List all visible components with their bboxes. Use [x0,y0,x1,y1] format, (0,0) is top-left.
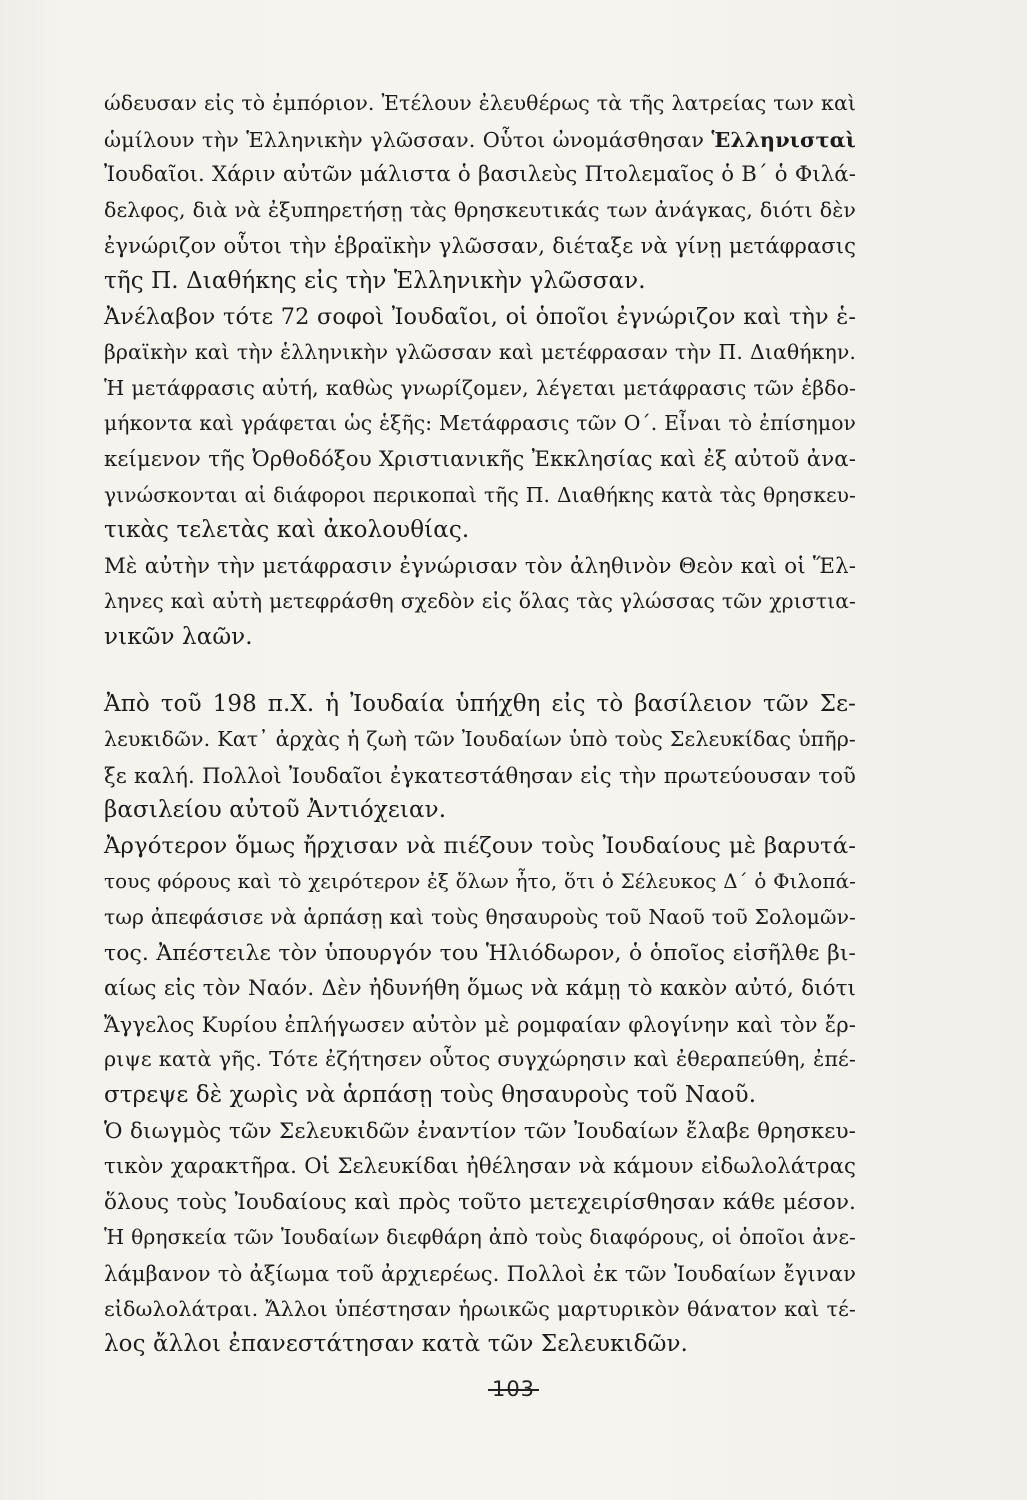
text-line: τῆς Π. Διαθήκης εἰς τὴν Ἑλληνικὴν γλῶσσαν. [104,267,646,294]
text-line: ὅλους τοὺς Ἰουδαίους καὶ πρὸς τοῦτο μετεχειρίσθησαν κάθε μέσον. [104,1189,856,1215]
text-line: μήκοντα καὶ γράφεται ὡς ἑξῆς: Μετάφρασις τῶν Ο΄. Εἶναι τὸ ἐπίσημον [104,411,856,436]
text-line [104,122,856,158]
text-line: ἐγνώριζον οὗτοι τὴν ἑβραϊκὴν γλῶσσαν, διέταξε νὰ γίνῃ μετάφρασις [104,233,856,259]
text-line: βραϊκὴν καὶ τὴν ἑλληνικὴν γλῶσσαν καὶ μετέφρασαν τὴν Π. Διαθήκην. [104,340,856,365]
text-line: ριψε κατὰ γῆς. Τότε ἐζήτησεν οὗτος συγχώρησιν καὶ ἐθεραπεύθη, ἐπέ- [104,1047,856,1072]
text-line: Ἀπὸ τοῦ 198 π.Χ. ἡ Ἰουδαία ὑπήχθη εἰς τὸ βασίλειον τῶν Σε- [104,690,856,717]
text-line: Ἰουδαῖοι. Χάριν αὐτῶν μάλιστα ὁ βασιλεὺς Πτολεμαῖος ὁ Β΄ ὁ Φιλά- [104,162,856,188]
paragraph-gap [104,656,856,687]
page-number [0,1377,1027,1401]
text-line: κείμενον τῆς Ὀρθοδόξου Χριστιανικῆς Ἐκκλησίας καὶ ἐξ αὐτοῦ ἀνα- [104,446,856,472]
text-line: λος ἄλλοι ἐπανεστάτησαν κατὰ τῶν Σελευκιδῶν. [104,1331,688,1358]
text-line: νικῶν λαῶν. [104,623,253,650]
text-line: ληνες καὶ αὐτὴ μετεφράσθη σχεδὸν εἰς ὅλας τὰς γλώσσας τῶν χριστια- [104,589,856,614]
text-line: τωρ ἀπεφάσισε νὰ ἁρπάσῃ καὶ τοὺς θησαυροὺς τοῦ Ναοῦ τοῦ Σολομῶν- [104,905,856,930]
text-line: Ἄγγελος Κυρίου ἐπλήγωσεν αὐτὸν μὲ ρομφαίαν φλογίνην καὶ τὸν ἔρ- [104,1011,856,1037]
text-line: Μὲ αὐτὴν τὴν μετάφρασιν ἐγνώρισαν τὸν ἀληθινὸν Θεὸν καὶ οἱ Ἕλ- [104,553,856,579]
text-line: Ἀργότερον ὅμως ἤρχισαν νὰ πιέζουν τοὺς Ἰουδαίους μὲ βαρυτά- [104,832,856,859]
text-line: εἰδωλολάτραι. Ἄλλοι ὑπέστησαν ἡρωικῶς μαρτυρικὸν θάνατον καὶ τέ- [104,1296,856,1321]
text-line: Ἀνέλαβον τότε 72 σοφοὶ Ἰουδαῖοι, οἱ ὁποῖοι ἐγνώριζον καὶ τὴν ἑ- [104,303,856,330]
text-segment: ὡμίλουν τὴν Ἑλληνικὴν γλῶσσαν. Οὗτοι ὠνομάσθησαν [104,127,705,152]
text-line: Ἡ μετάφρασις αὐτή, καθὼς γνωρίζομεν, λέγεται μετάφρασις τῶν ἑβδο- [104,375,856,400]
text-line: στρεψε δὲ χωρὶς νὰ ἁρπάσῃ τοὺς θησαυροὺς τοῦ Ναοῦ. [104,1082,757,1109]
text-line: τους φόρους καὶ τὸ χειρότερον ἐξ ὅλων ἦτο, ὅτι ὁ Σέλευκος Δ΄ ὁ Φιλοπά- [104,869,856,894]
text-line: Ἡ θρησκεία τῶν Ἰουδαίων διεφθάρη ἀπὸ τοὺς διαφόρους, οἱ ὁποῖοι ἀνε- [104,1225,856,1250]
text-line: τικὸν χαρακτῆρα. Οἱ Σελευκίδαι ἠθέλησαν νὰ κάμουν εἰδωλολάτρας [104,1154,856,1180]
text-line: λάμβανον τὸ ἀξίωμα τοῦ ἀρχιερέως. Πολλοὶ ἐκ τῶν Ἰουδαίων ἔγιναν [104,1261,856,1286]
text-line: λευκιδῶν. Κατ᾽ ἀρχὰς ἡ ζωὴ τῶν Ἰουδαίων ὑπὸ τοὺς Σελευκίδας ὑπῆρ- [104,727,856,752]
text-line: ξε καλή. Πολλοὶ Ἰουδαῖοι ἐγκατεστάθησαν εἰς τὴν πρωτεύουσαν τοῦ [104,762,856,788]
text-line: γινώσκονται αἱ διάφοροι περικοπαὶ τῆς Π. Διαθήκης κατὰ τὰς θρησκευ- [104,482,856,507]
text-line: βασιλείου αὐτοῦ Ἀντιόχειαν. [104,797,447,824]
term-hellenists: Ἑλληνισταὶ [711,126,856,152]
text-line: δελφος, διὰ νὰ ἐξυπηρετήσῃ τὰς θρησκευτικάς των ἀνάγκας, διότι δὲν [104,197,856,222]
text-line: αίως εἰς τὸν Ναόν. Δὲν ἠδυνήθη ὅμως νὰ κάμῃ τὸ κακὸν αὐτό, διότι [104,976,856,1002]
text-line: ώδευσαν εἰς τὸ ἐμπόριον. Ἐτέλουν ἐλευθέρως τὰ τῆς λατρείας των καὶ [104,91,856,115]
body-text [104,86,856,1363]
text-line: τικὰς τελετὰς καὶ ἀκολουθίας. [104,517,470,544]
text-line: Ὁ διωγμὸς τῶν Σελευκιδῶν ἐναντίον τῶν Ἰουδαίων ἔλαβε θρησκευ- [104,1118,856,1144]
page-number-text: 103 [488,1377,539,1401]
text-line: τος. Ἀπέστειλε τὸν ὑπουργόν του Ἡλιόδωρον, ὁ ὁποῖος εἰσῆλθε βι- [104,940,856,966]
